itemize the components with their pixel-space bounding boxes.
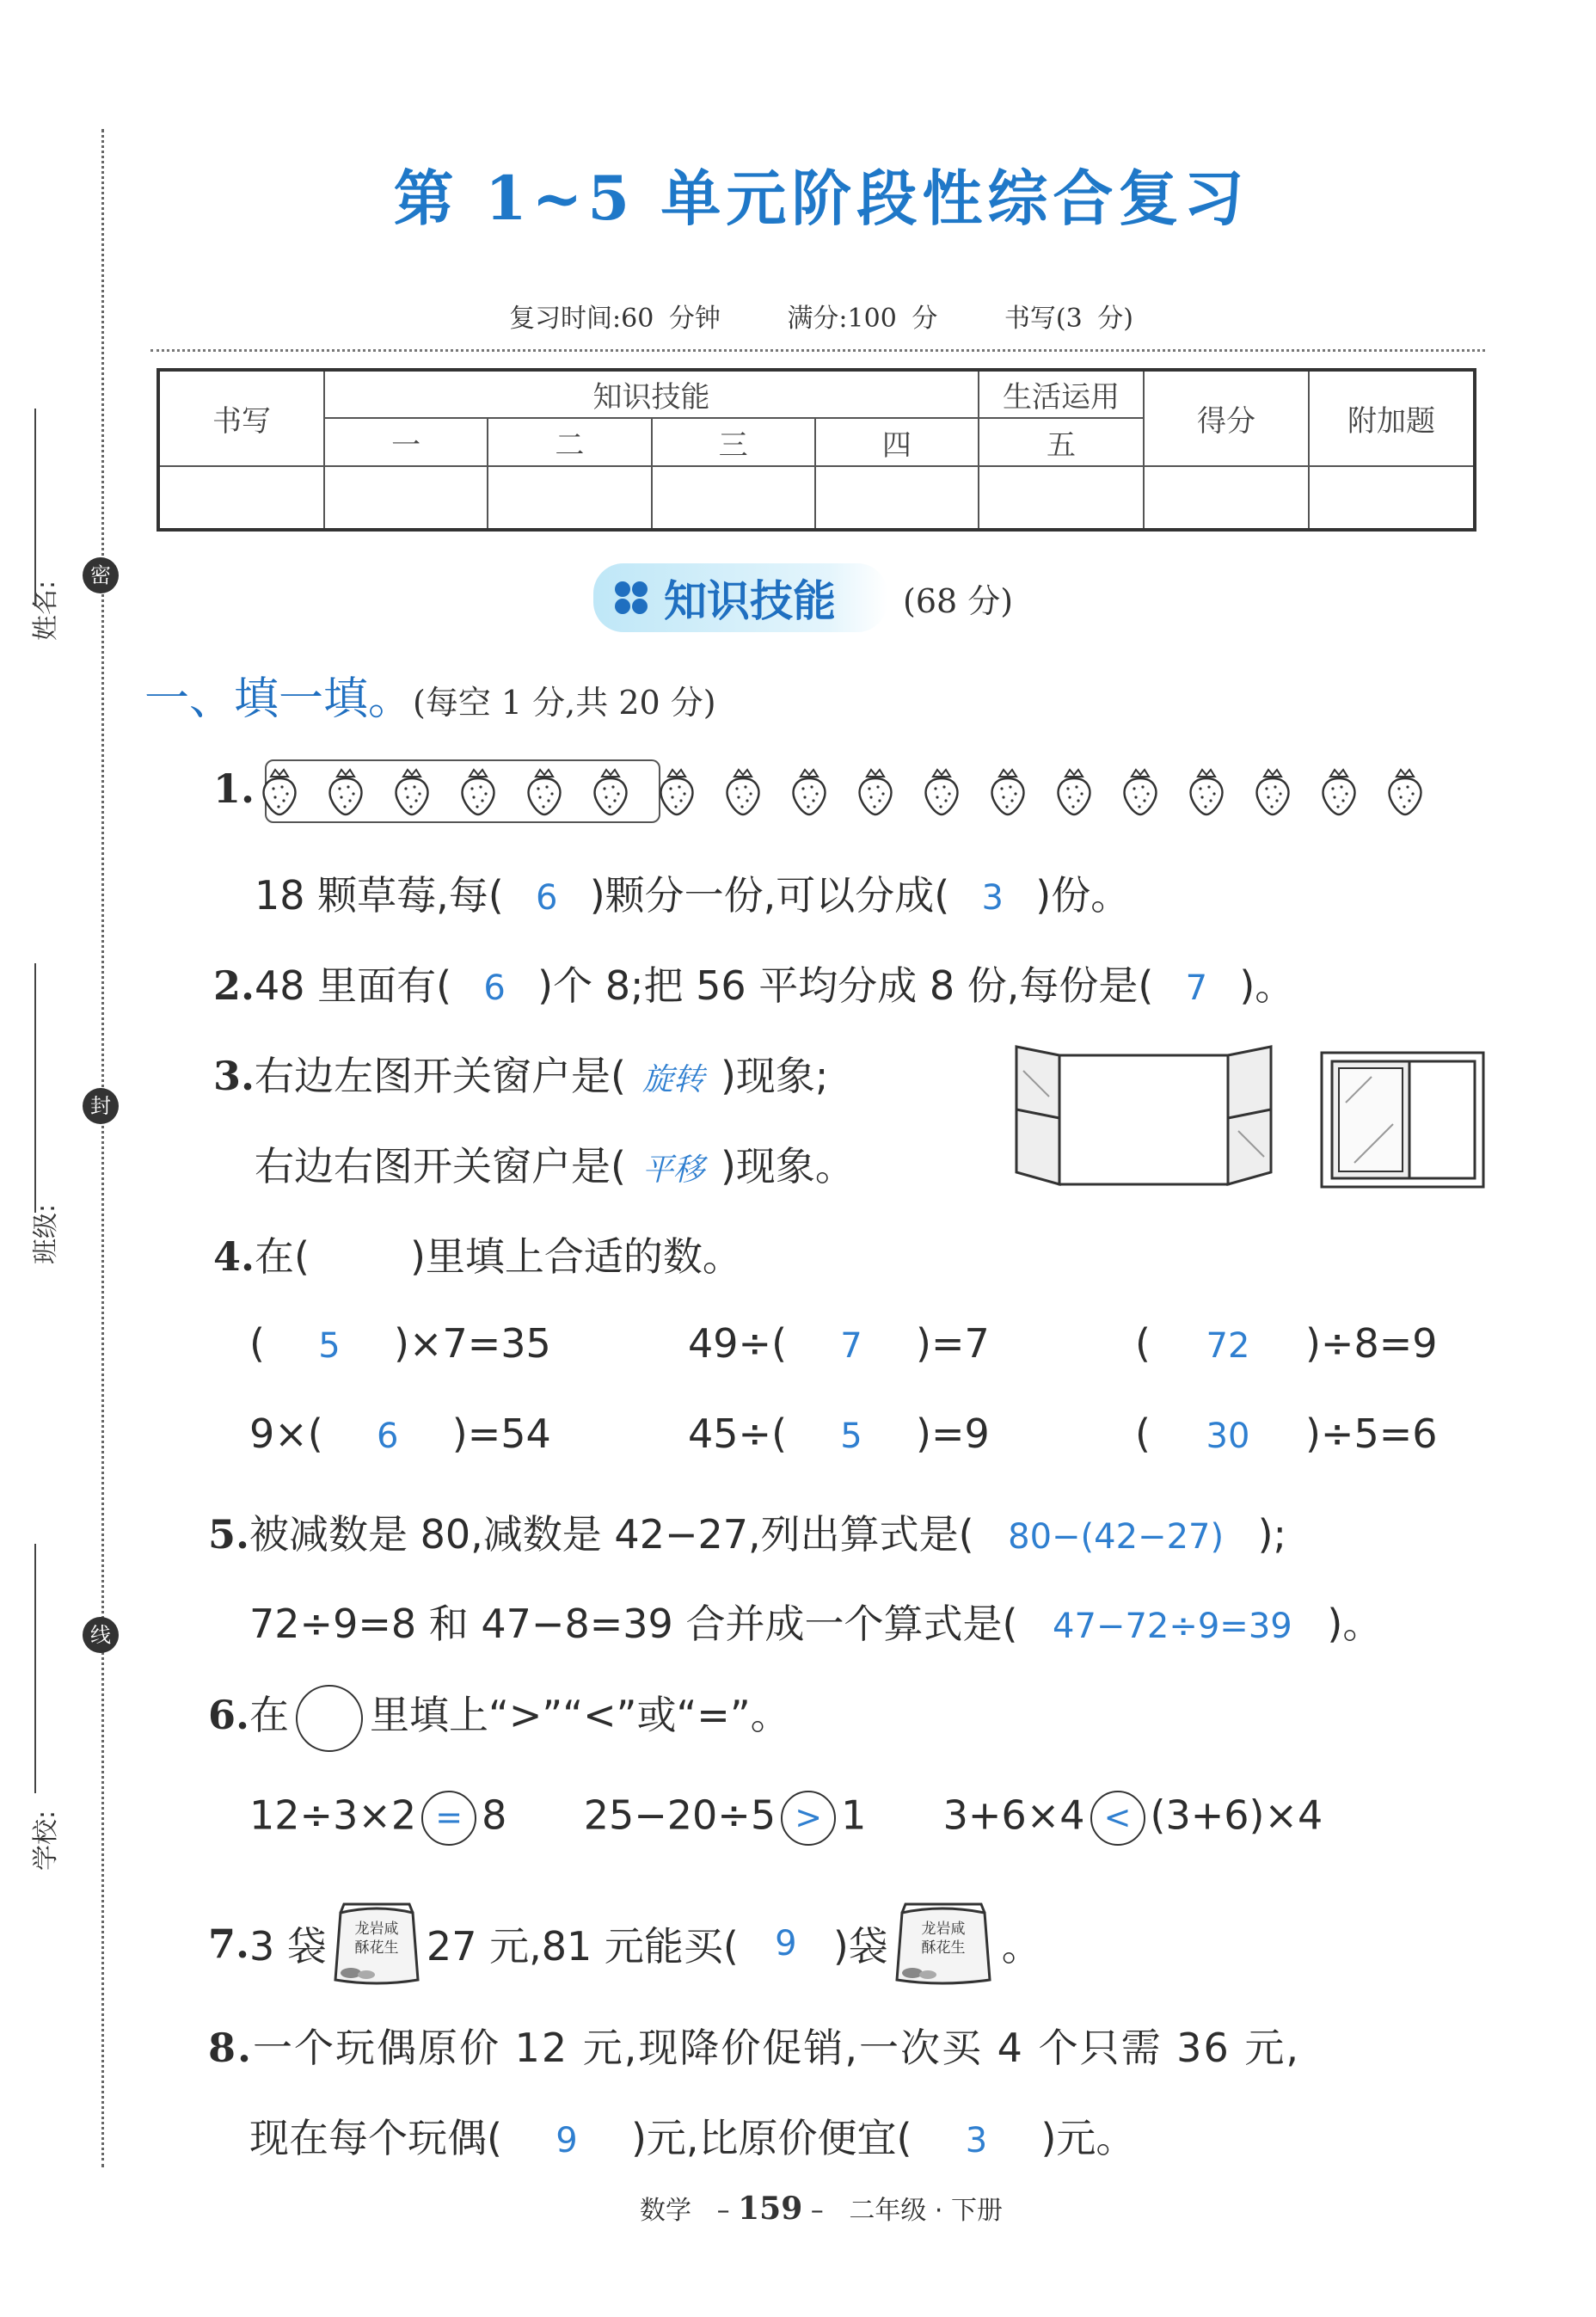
q6-expr: (3+6)×4 (1150, 1792, 1323, 1839)
strawberry-icon (258, 766, 301, 816)
name-label: 姓名: (31, 580, 61, 641)
q1-text-c: )份。 (1035, 872, 1131, 919)
th-knowledge: 知识技能 (324, 370, 979, 418)
section-header (593, 568, 1013, 628)
q8-line2 (249, 2107, 1135, 2164)
q4-post: )×7=35 (393, 1320, 551, 1367)
strawberry-row (258, 757, 1450, 826)
q8-line1 (208, 2017, 1300, 2074)
strawberry-icon (788, 766, 831, 816)
peanut-bag-icon (332, 1901, 421, 1987)
page-footer: 数学 – 159 – 二年级 · 下册 (640, 2191, 1003, 2227)
score-table (157, 368, 1476, 532)
strawberry-icon (1251, 766, 1294, 816)
part1-note: (每空 1 分,共 20 分) (413, 684, 716, 722)
binding-line (101, 129, 104, 2167)
q3-text-c: 右边右图开关窗户是( (255, 1143, 626, 1189)
school-blank[interactable] (34, 1544, 36, 1793)
q4-item (688, 1320, 1135, 1367)
q5-line1 (208, 1503, 1286, 1560)
q1-text-a: 18 颗草莓,每( (255, 872, 504, 919)
q7-text-d: 。 (1001, 1923, 1041, 1970)
q5-answer-2[interactable]: 47−72÷9=39 (1053, 1607, 1292, 1646)
divider (150, 349, 1485, 352)
strawberry-icon (986, 766, 1029, 816)
seal-mark: 线 (83, 1617, 119, 1653)
q5-text-a: 被减数是 80,减数是 42−27,列出算式是( (249, 1511, 974, 1558)
th-col: 三 (652, 418, 815, 466)
strawberry-icon (1119, 766, 1162, 816)
score-cell[interactable] (1144, 466, 1309, 530)
q6-expr: 25−20÷5 (583, 1792, 777, 1839)
section-pill (593, 563, 887, 632)
q4-pre: 45÷( (688, 1410, 788, 1457)
q4-pre: ( (249, 1320, 265, 1367)
score-cell[interactable] (324, 466, 488, 530)
q4-post: )=54 (451, 1410, 551, 1457)
q7-text-b: 27 元,81 元能买( (426, 1923, 739, 1970)
strawberry-icon (324, 766, 367, 816)
q4-answer[interactable]: 7 (840, 1326, 862, 1366)
q3-text-b: )现象; (720, 1053, 829, 1099)
q4-pre: ( (1135, 1320, 1151, 1367)
bag-label: 酥花生 (921, 1939, 966, 1957)
q3-answer-1[interactable]: 旋转 (641, 1062, 704, 1097)
q8-answer-1[interactable]: 9 (556, 2121, 578, 2160)
strawberry-icon (854, 766, 897, 816)
q2-text-b: )个 8;把 56 平均分成 8 份,每份是( (537, 962, 1154, 1009)
part1-heading (144, 662, 716, 727)
q6-expr: 8 (482, 1792, 507, 1839)
section-label: 知识技能 (664, 576, 836, 626)
q2-text-c: )。 (1239, 962, 1295, 1009)
q5-text-c: 72÷9=8 和 47−8=39 合并成一个算式是( (249, 1601, 1018, 1647)
bag-label: 酥花生 (354, 1939, 399, 1957)
seal-mark: 封 (83, 1088, 119, 1124)
q4-item (249, 1320, 688, 1367)
q6-answer-circle[interactable]: < (1090, 1791, 1145, 1846)
q1-answer-1[interactable]: 6 (536, 878, 558, 918)
q4-answer[interactable]: 5 (318, 1326, 341, 1366)
strawberry-icon (1384, 766, 1427, 816)
strawberry-icon (1317, 766, 1360, 816)
q6-text-a: 在 (249, 1692, 290, 1738)
q8-text-d: )元。 (1040, 2115, 1136, 2161)
q4-item (249, 1410, 688, 1457)
q4-item (1135, 1410, 1438, 1457)
th-col: 四 (815, 418, 979, 466)
q4-pre: 9×( (249, 1410, 323, 1457)
q2-number: 2. (213, 962, 255, 1009)
th-col: 二 (488, 418, 651, 466)
q4-pre: 49÷( (688, 1320, 788, 1367)
q2-answer-2[interactable]: 7 (1185, 968, 1208, 1008)
q6-heading (208, 1684, 790, 1752)
th-life: 生活运用 (979, 370, 1144, 418)
seal-mark: 密 (83, 557, 119, 593)
q4-item (688, 1410, 1135, 1457)
footer-grade: 二年级 · 下册 (849, 2196, 1003, 2226)
class-label: 班级: (31, 1203, 61, 1264)
q2-text (213, 955, 1294, 1011)
q1-text (255, 864, 1130, 921)
th-extra: 附加题 (1309, 370, 1475, 466)
page-number: 159 (738, 2191, 803, 2227)
class-blank[interactable] (34, 963, 36, 1213)
rotating-window-image (1015, 1045, 1273, 1191)
score-cell[interactable] (652, 466, 815, 530)
empty-circle-icon (296, 1685, 363, 1752)
sliding-window-image (1320, 1051, 1485, 1189)
section-points: (68 分) (903, 581, 1014, 620)
q3-line2 (255, 1135, 855, 1192)
strawberry-icon (1053, 766, 1096, 816)
q6-number: 6. (208, 1692, 250, 1738)
q6-expr: 1 (841, 1792, 867, 1839)
th-writing: 书写 (158, 370, 324, 466)
peanut-bag-icon (893, 1901, 997, 1987)
page-title: 第 1~5 单元阶段性综合复习 (393, 163, 1249, 234)
strawberry-icon (457, 766, 500, 816)
q5-line2 (249, 1593, 1382, 1650)
q4-row-2 (249, 1410, 1488, 1457)
q8-text-c: )元,比原价便宜( (630, 2115, 912, 2161)
bag-label: 龙岩咸 (921, 1921, 966, 1938)
th-score: 得分 (1144, 370, 1309, 466)
strawberry-icon (655, 766, 698, 816)
q7-number: 7. (208, 1921, 250, 1967)
q6-answer-circle[interactable]: = (421, 1791, 476, 1846)
q6-expr: 12÷3×2 (249, 1792, 417, 1839)
q1-answer-2[interactable]: 3 (981, 878, 1004, 918)
q4-post: )÷5=6 (1304, 1410, 1438, 1457)
score-cell[interactable] (1309, 466, 1475, 530)
bag-label: 龙岩咸 (354, 1921, 399, 1938)
q3-number: 3. (213, 1053, 255, 1099)
th-col: 一 (324, 418, 488, 466)
q4-row-1 (249, 1320, 1488, 1367)
exam-writing-score: 书写(3 分) (1004, 304, 1133, 334)
clover-icon (611, 577, 652, 618)
score-cell[interactable] (815, 466, 979, 530)
q4-post: )=9 (916, 1410, 990, 1457)
exam-meta (0, 297, 1596, 335)
q5-answer-1[interactable]: 80−(42−27) (1008, 1517, 1225, 1557)
strawberry-icon (920, 766, 963, 816)
q5-number: 5. (208, 1511, 250, 1558)
q8-text-b: 现在每个玩偶( (249, 2115, 502, 2161)
part1-label: 一、填一填。 (144, 673, 414, 725)
q4-answer[interactable]: 5 (840, 1417, 862, 1456)
score-cell[interactable] (488, 466, 651, 530)
q7-text-a: 3 袋 (249, 1923, 327, 1970)
strawberry-icon (721, 766, 764, 816)
q3-line1 (213, 1045, 828, 1102)
th-col: 五 (979, 418, 1144, 466)
footer-subject: 数学 (640, 2196, 692, 2226)
q6-expr: 3+6×4 (942, 1792, 1085, 1839)
strawberry-icon (1185, 766, 1228, 816)
strawberry-icon (523, 766, 566, 816)
name-blank[interactable] (34, 409, 36, 606)
q4-text: 在( )里填上合适的数。 (255, 1233, 742, 1280)
q1-number: 1. (213, 765, 255, 812)
q6-answer-circle[interactable]: > (781, 1791, 836, 1846)
q6-expressions (249, 1791, 1323, 1846)
q2-answer-1[interactable]: 6 (483, 968, 506, 1008)
q4-post: )=7 (916, 1320, 990, 1367)
school-label: 学校: (31, 1810, 61, 1871)
q4-answer[interactable]: 30 (1206, 1417, 1250, 1456)
q5-text-d: )。 (1327, 1601, 1383, 1647)
strawberry-icon (390, 766, 433, 816)
q3-text-a: 右边左图开关窗户是( (255, 1053, 626, 1099)
q7-text-c: )袋 (832, 1923, 888, 1970)
q4-post: )÷8=9 (1304, 1320, 1438, 1367)
exam-time: 复习时间:60 分钟 (509, 304, 721, 334)
q4-item (1135, 1320, 1438, 1367)
score-cell[interactable] (979, 466, 1144, 530)
q3-text-d: )现象。 (720, 1143, 855, 1189)
strawberry-icon (589, 766, 632, 816)
q4-answer[interactable]: 6 (377, 1417, 399, 1456)
q7-answer[interactable]: 9 (775, 1924, 797, 1964)
q1-text-b: )颗分一份,可以分成( (589, 872, 950, 919)
q4-heading (213, 1226, 742, 1282)
q2-text-a: 48 里面有( (255, 962, 452, 1009)
q5-text-b: ); (1257, 1511, 1287, 1558)
q8-text-a: 一个玩偶原价 12 元,现降价促销,一次买 4 个只需 36 元, (253, 2025, 1300, 2071)
q8-answer-2[interactable]: 3 (965, 2121, 988, 2160)
score-cell[interactable] (158, 466, 324, 530)
q4-number: 4. (213, 1233, 255, 1280)
q8-number: 8. (208, 2025, 254, 2071)
q3-answer-2[interactable]: 平移 (641, 1152, 704, 1188)
q6-text-b: 里填上“>”“<”或“=”。 (370, 1692, 790, 1738)
q4-answer[interactable]: 72 (1206, 1326, 1250, 1366)
q4-pre: ( (1135, 1410, 1151, 1457)
exam-full-score: 满分:100 分 (787, 304, 938, 334)
q7-line (208, 1901, 1041, 1987)
